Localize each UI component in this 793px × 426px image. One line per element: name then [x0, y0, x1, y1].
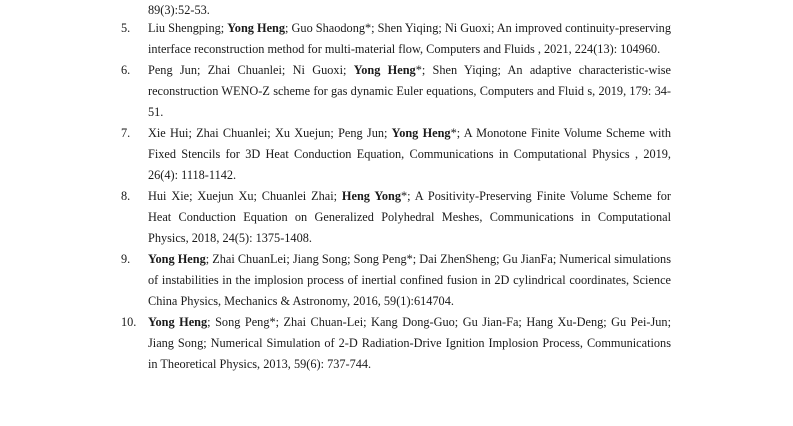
reference-text: [148, 18, 671, 60]
reference-text: [148, 123, 671, 186]
highlighted-author: Yong Heng: [148, 315, 208, 329]
reference-item: [0, 312, 793, 375]
reference-details: *; Shen Yiqing; An adaptive characteristic-wise reconstruction WENO-Z scheme for gas dynamic Euler equations, Computers and Fluid s, 2019, 179: 34-51.: [148, 63, 671, 119]
reference-number: 9.: [121, 252, 131, 266]
highlighted-author: Yong Heng: [391, 126, 451, 140]
previous-reference-tail: 89(3):52-53.: [148, 3, 210, 17]
reference-item: [0, 186, 793, 249]
reference-details: *; A Monotone Finite Volume Scheme with Fixed Stencils for 3D Heat Conduction Equation, Communications in Computational Physics , 2019, 26(4): 1118-1142.: [148, 126, 671, 182]
reference-authors: Hui Xie; Xuejun Xu; Chuanlei Zhai;: [148, 189, 342, 203]
reference-details: ; Song Peng*; Zhai Chuan-Lei; Kang Dong-Guo; Gu Jian-Fa; Hang Xu-Deng; Gu Pei-Jun; Jiang Song; Numerical Simulation of 2-D Radiation-Drive Ignition Implosion Process, Communications in Theoretical Physics, 2013, 59(6): 737-744.: [148, 315, 671, 371]
reference-number: 5.: [121, 21, 131, 35]
highlighted-author: Yong Heng: [353, 63, 416, 77]
reference-number: 6.: [121, 63, 131, 77]
reference-text: [148, 186, 671, 249]
reference-item: [0, 123, 793, 186]
reference-text: [148, 249, 671, 312]
reference-details: ; Guo Shaodong*; Shen Yiqing; Ni Guoxi; An improved continuity-preserving interface reconstruction method for multi-material flow, Computers and Fluids , 2021, 224(13): 104960.: [148, 21, 671, 56]
reference-item: [0, 249, 793, 312]
reference-details: ; Zhai ChuanLei; Jiang Song; Song Peng*; Dai ZhenSheng; Gu JianFa; Numerical simulations of instabilities in the implosion process of inertial confined fusion in 2D cylindrical coordinates, Science China Physics, Mechanics & Astronomy, 2016, 59(1):614704.: [148, 252, 671, 308]
reference-text: [148, 312, 671, 375]
reference-authors: Peng Jun; Zhai Chuanlei; Ni Guoxi;: [148, 63, 354, 77]
reference-list: [0, 18, 793, 375]
reference-details: *; A Positivity-Preserving Finite Volume Scheme for Heat Conduction Equation on Generalized Polyhedral Meshes, Communications in Computational Physics, 2018, 24(5): 1375-1408.: [148, 189, 672, 245]
reference-authors: Xie Hui; Zhai Chuanlei; Xu Xuejun; Peng Jun;: [148, 126, 392, 140]
highlighted-author: Yong Heng: [227, 21, 286, 35]
reference-item: [0, 18, 793, 60]
reference-number: 10.: [121, 315, 137, 329]
reference-item: [0, 60, 793, 123]
highlighted-author: Heng Yong: [341, 189, 402, 203]
highlighted-author: Yong Heng: [148, 252, 206, 266]
reference-number: 8.: [121, 189, 131, 203]
reference-number: 7.: [121, 126, 131, 140]
reference-text: [148, 60, 671, 123]
reference-authors: Liu Shengping;: [148, 21, 228, 35]
